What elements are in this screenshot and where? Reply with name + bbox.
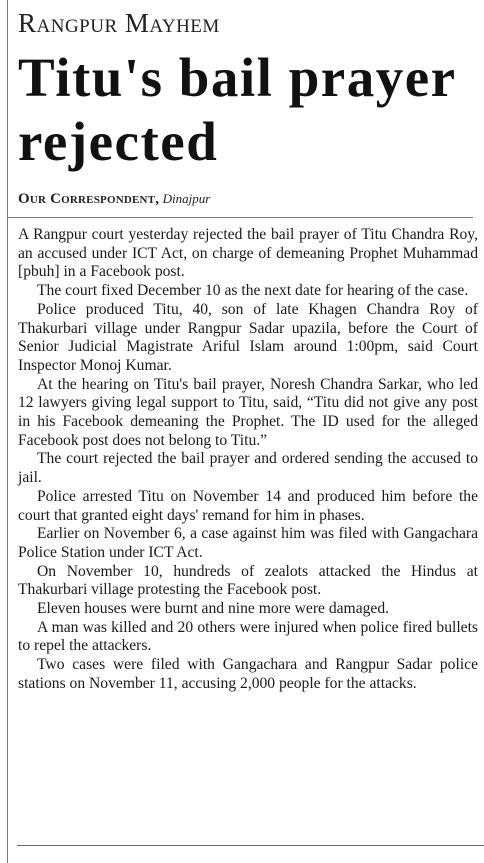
- article-paragraph: The court rejected the bail prayer and ordered sending the accused to jail.: [18, 450, 478, 487]
- article-paragraph: Earlier on November 6, a case against him was filed with Gangachara Police Station under ICT Act.: [18, 525, 478, 561]
- byline-place: Dinajpur: [162, 191, 211, 206]
- article-paragraph: Police produced Titu, 40, son of late Khagen Chandra Roy of Thakurbari village under Rangpur Sadar upazila, before the Court of Senior Judicial Magistrate Ariful Islam around 1:00pm, said Court Inspector Monoj Kumar.: [18, 300, 478, 374]
- article-paragraph: A man was killed and 20 others were injured when police fired bullets to repel the attackers.: [18, 618, 478, 655]
- article-paragraph: The court fixed December 10 as the next date for hearing of the case.: [37, 282, 469, 300]
- byline-author: Our Correspondent,: [18, 191, 160, 207]
- article-paragraph: Police arrested Titu on November 14 and produced him before the court that granted eight days' remand for him in phases.: [18, 487, 478, 524]
- article: [18, 8, 478, 694]
- article-body: [18, 226, 478, 694]
- article-byline: [18, 190, 478, 209]
- article-headline: Titu's bail prayer rejected: [18, 47, 456, 172]
- article-paragraph: At the hearing on Titu's bail prayer, Noresh Chandra Sarkar, who led 12 lawyers giving legal support to Titu, said, “Titu did not give any post in his Facebook demeaning the Prophet. The ID used for the alleged Facebook post does not belong to Titu.”: [18, 375, 478, 449]
- byline-divider: [7, 217, 473, 218]
- article-paragraph: Two cases were filed with Gangachara and Rangpur Sadar police stations on November 11, accusing 2,000 people for the attacks.: [18, 656, 478, 692]
- article-paragraph: On November 10, hundreds of zealots attacked the Hindus at Thakurbari village protesting the Facebook post.: [18, 562, 478, 599]
- column-rule-left: [7, 0, 8, 863]
- article-kicker: Rangpur Mayhem: [18, 8, 220, 38]
- article-paragraph: A Rangpur court yesterday rejected the bail prayer of Titu Chandra Roy, an accused under ICT Act, on charge of demeaning Prophet Muhammad [pbuh] in a Facebook post.: [18, 226, 478, 281]
- article-paragraph: Eleven houses were burnt and nine more were damaged.: [37, 600, 390, 618]
- bottom-divider: [17, 845, 484, 846]
